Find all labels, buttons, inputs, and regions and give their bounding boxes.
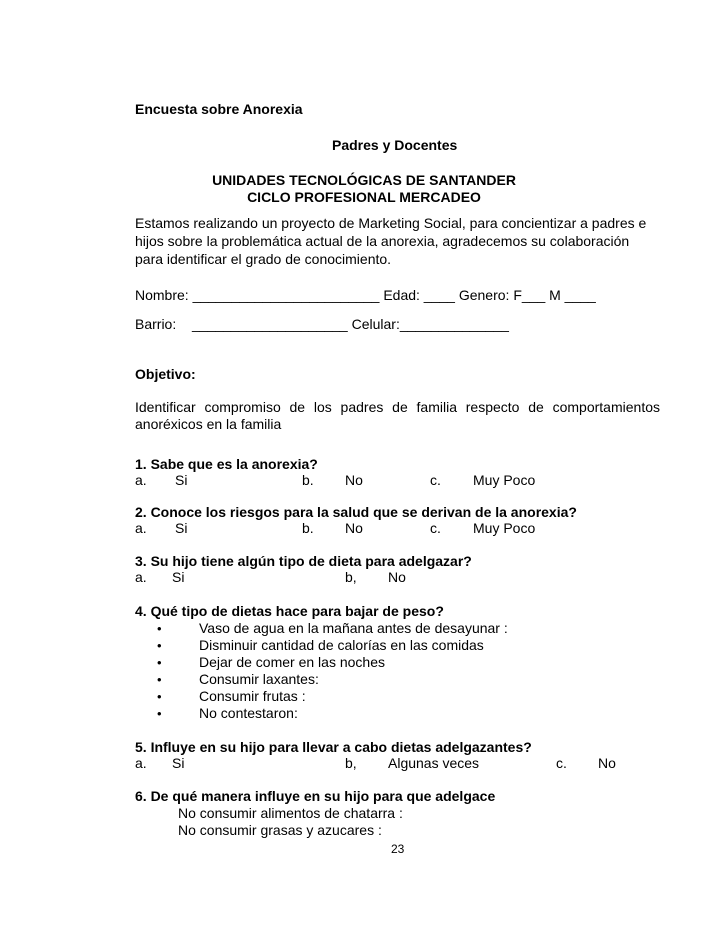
option-text: Si <box>175 520 188 536</box>
option-text: No <box>598 755 616 771</box>
option-text: No <box>388 569 406 585</box>
option-letter: a. <box>135 755 147 771</box>
institution-name: UNIDADES TECNOLÓGICAS DE SANTANDER <box>212 172 516 188</box>
barrio-celular-line: ____________________ Celular:______________ <box>192 316 509 332</box>
objective-line: Identificar compromiso de los padres de familia respecto de comportamientos <box>135 399 660 415</box>
option-text: Si <box>172 569 185 585</box>
option-letter: b, <box>345 755 357 771</box>
option-letter: c. <box>556 755 567 771</box>
program-name: CICLO PROFESIONAL MERCADEO <box>247 189 481 205</box>
list-item: Consumir laxantes: <box>199 671 319 687</box>
question-6: 6. De qué manera influye en su hijo para que adelgace <box>135 788 496 804</box>
bullet-icon: • <box>157 655 162 670</box>
option-letter: b. <box>302 472 314 488</box>
option-letter: b. <box>302 520 314 536</box>
option-letter: a. <box>135 472 147 488</box>
list-item: No consumir grasas y azucares : <box>178 822 382 838</box>
question-5: 5. Influye en su hijo para llevar a cabo dietas adelgazantes? <box>135 739 532 755</box>
list-item: No contestaron: <box>199 705 298 721</box>
list-item: Vaso de agua en la mañana antes de desayunar : <box>199 620 508 636</box>
option-text: Si <box>175 472 188 488</box>
option-text: Algunas veces <box>388 755 480 771</box>
bullet-icon: • <box>157 672 162 687</box>
nombre-field-line: Nombre: ________________________ Edad: ____ Genero: F___ M ____ <box>135 287 596 303</box>
page-number: 23 <box>391 842 405 856</box>
option-letter: a. <box>135 520 147 536</box>
question-1: 1. Sabe que es la anorexia? <box>135 456 318 472</box>
intro-line: Estamos realizando un proyecto de Marketing Social, para concientizar a padres e <box>135 215 647 231</box>
option-text: No <box>345 472 363 488</box>
bullet-icon: • <box>157 689 162 704</box>
survey-title: Encuesta sobre Anorexia <box>135 101 303 117</box>
list-item: Consumir frutas : <box>199 688 306 704</box>
objective-heading: Objetivo: <box>135 366 196 382</box>
question-3: 3. Su hijo tiene algún tipo de dieta para adelgazar? <box>135 553 472 569</box>
bullet-icon: • <box>157 621 162 636</box>
option-text: No <box>345 520 363 536</box>
option-text: Muy Poco <box>473 520 536 536</box>
option-letter: c. <box>430 472 441 488</box>
barrio-label: Barrio: <box>135 316 177 332</box>
list-item: Dejar de comer en las noches <box>199 654 385 670</box>
option-text: Si <box>172 755 185 771</box>
option-letter: b, <box>345 569 357 585</box>
intro-line: para identificar el grado de conocimiento. <box>135 251 392 267</box>
question-2: 2. Conoce los riesgos para la salud que se derivan de la anorexia? <box>135 504 577 520</box>
intro-line: hijos sobre la problemática actual de la anorexia, agradecemos su colaboración <box>135 233 630 249</box>
list-item: Disminuir cantidad de calorías en las comidas <box>199 637 484 653</box>
list-item: No consumir alimentos de chatarra : <box>178 805 403 821</box>
bullet-icon: • <box>157 638 162 653</box>
audience-subtitle: Padres y Docentes <box>332 137 458 153</box>
question-4: 4. Qué tipo de dietas hace para bajar de peso? <box>135 603 444 619</box>
option-letter: c. <box>430 520 441 536</box>
objective-line: anoréxicos en la familia <box>135 416 282 432</box>
option-letter: a. <box>135 569 147 585</box>
bullet-icon: • <box>157 706 162 721</box>
option-text: Muy Poco <box>473 472 536 488</box>
